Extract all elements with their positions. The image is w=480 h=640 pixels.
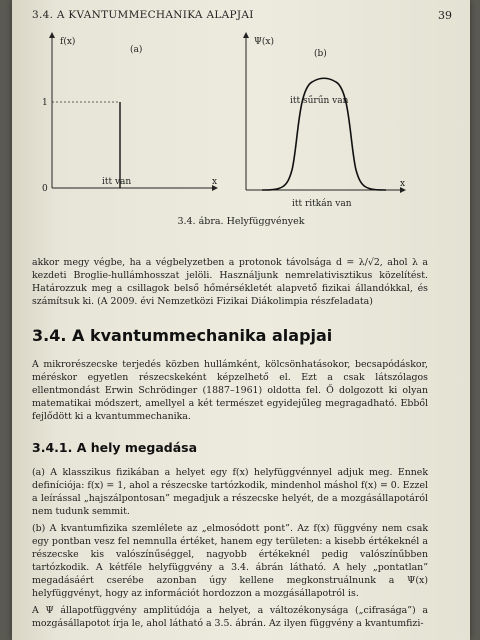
subsection-paragraph-c: A Ψ állapotfüggvény amplitúdója a helyet, a változékonysága („cifrasága”) a mozgásállapotot írja le, ahol látható a 3.5. ábrán. Az ilyen függvény a kvantumfizi- [32,605,428,629]
panel-a-annotation: itt van [102,177,132,187]
panel-b [243,32,406,209]
subsection-title: 3.4.1. A hely megadása [32,440,198,455]
panel-a-tag: (a) [130,45,143,55]
panel-a-tick-one: 1 [42,98,48,108]
panel-a-x-label: x [212,177,218,187]
subsection-paragraph-a: (a) A klasszikus fizikában a helyet egy f(x) helyfüggvénnyel adjuk meg. Ennek definíciója: f(x) = 1, ahol a részecske tartózkodik, mindenhol máshol f(x) = 0. Ezzel a leírással „hajszálpontosan” megadjuk a részecske helyét, de a mozgásállapotáról nem tudunk semmit. [32,467,428,517]
panel-b-annotation-top: itt sűrűn van [290,96,349,106]
panel-b-x-label: x [400,179,406,189]
running-header-title: 3.4. A KVANTUMMECHANIKA ALAPJAI [32,9,254,21]
page-number: 39 [438,8,452,22]
section-title: 3.4. A kvantummechanika alapjai [32,326,333,345]
figure-caption: 3.4. ábra. Helyfüggvények [177,216,305,227]
panel-a [42,32,218,194]
intro-paragraph: akkor megy végbe, ha a végbelyzetben a protonok távolsága d = λ/√2, ahol λ a kezdeti Broglie-hullámhosszat jelöli. Használjunk nemrelativisztikus közelítést. Határozzuk meg a csillagok belső hőmérsékletét alapvető fizikai állandókkal, és számítsuk ki. (A 2009. évi Nemzetközi Fizikai Diákolimpia részfeladata) [32,257,428,307]
running-header [32,8,452,22]
panel-b-tag: (b) [314,49,327,59]
panel-a-y-label: f(x) [60,37,76,47]
panel-a-tick-zero: 0 [42,184,48,194]
section-paragraph: A mikrorészecske terjedés közben hullámként, kölcsönhatásokor, becsapódáskor, méréskor egyetlen részecskeként képzelhető el. Ezt a csak látszólagos ellentmondást Erwin Schrödinger (1887–1961) oldotta fel. Ő dolgozott ki olyan matematikai módszert, amellyel a két természet egyidejűleg megragadható. Ebből fejlődött ki a kvantummechanika. [32,359,428,422]
panel-b-y-label: Ψ(x) [254,37,274,47]
book-page [12,0,470,640]
subsection-paragraph-b: (b) A kvantumfizika szemlélete az „elmosódott pont”. Az f(x) függvény nem csak egy pontban vesz fel nemnulla értéket, hanem egy területen: a kisebb értékeknél a részecske kis valószínűséggel, nagyobb értékeknél pedig valószínűbben tartózkodik. A kétféle helyfüggvény a 3.4. ábrán látható. A hely „pontatlan” megadásáért cserébe azonban úgy kellene megkonstruálnunk a Ψ(x) helyfüggvényt, hogy az információt hordozzon a mozgásállapotról is. [32,523,428,599]
panel-b-annotation-bottom: itt ritkán van [292,199,352,209]
figure-helyfuggvenyek [32,30,452,210]
